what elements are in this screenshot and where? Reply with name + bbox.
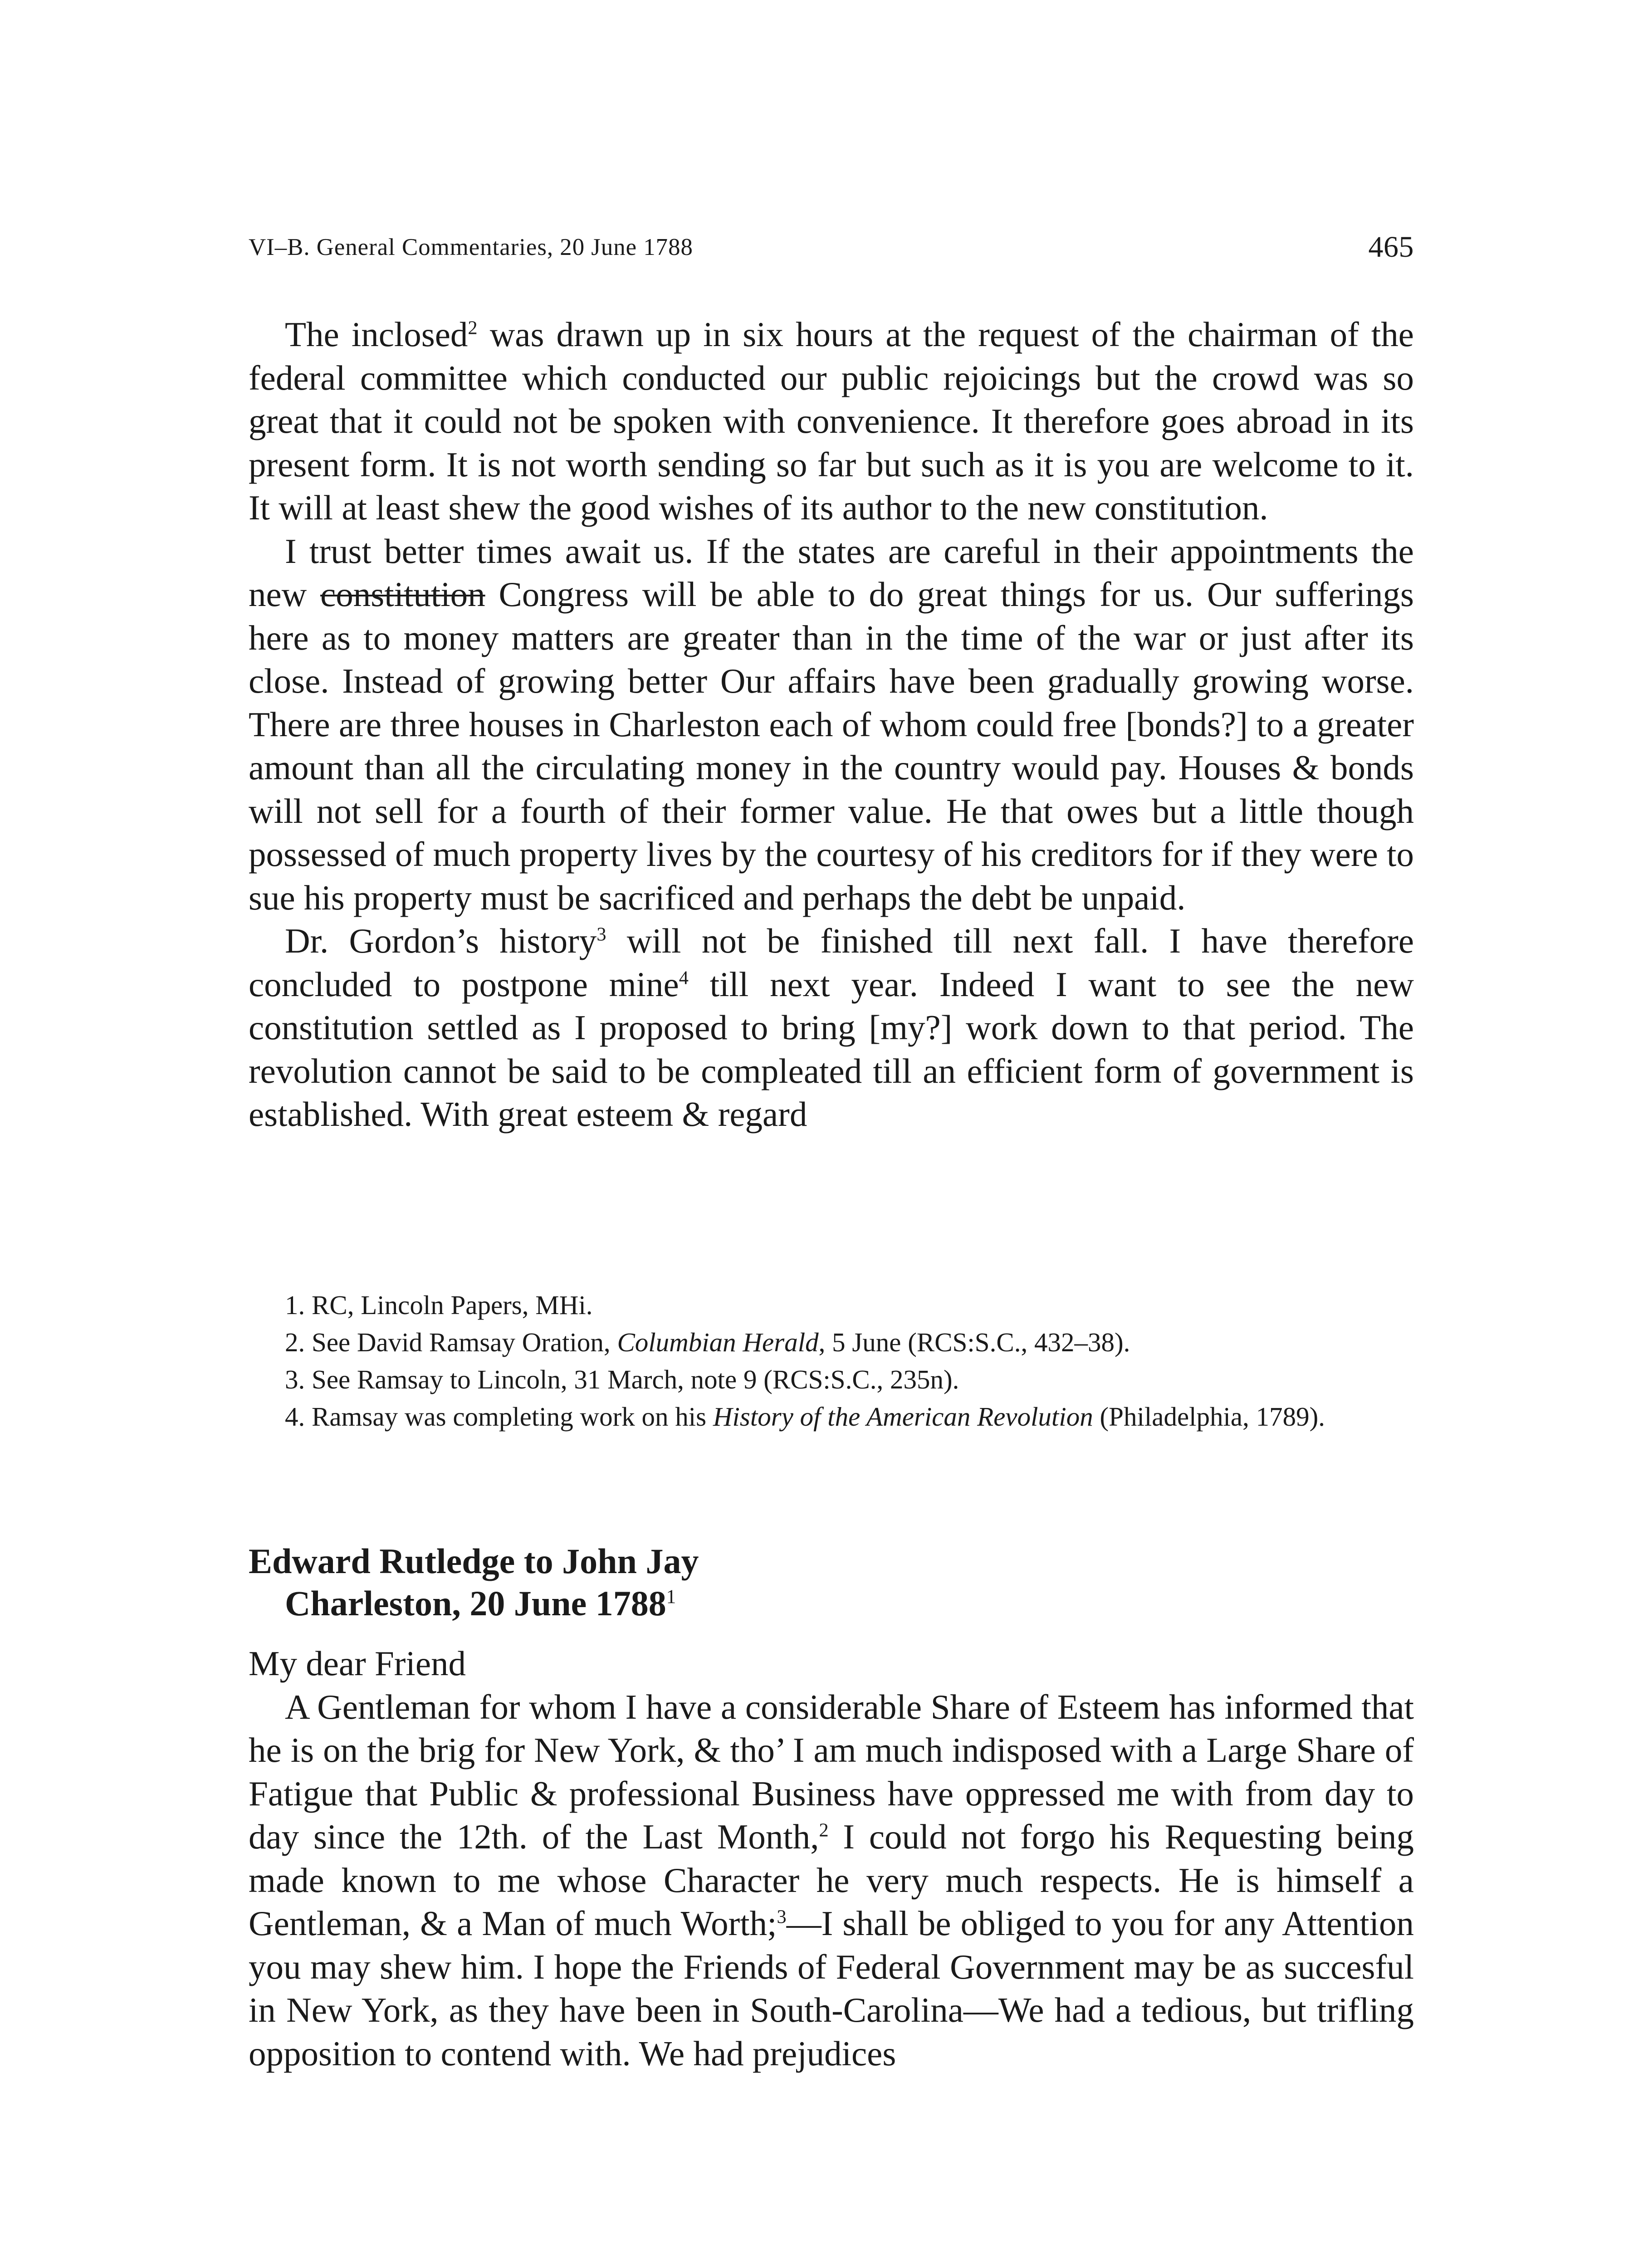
footnote-ref: 3 <box>596 924 606 945</box>
heading-title: Edward Rutledge to John Jay <box>249 1541 699 1581</box>
paragraph <box>249 919 1414 1136</box>
footnote-ref: 4 <box>679 967 689 988</box>
heading-place-date <box>249 1582 1414 1624</box>
text-run: The inclosed <box>285 315 468 354</box>
running-head-section: VI–B. General Commentaries, 20 June 1788 <box>249 234 693 260</box>
page-number: 465 <box>1368 230 1414 264</box>
footnote: 3. See Ramsay to Lincoln, 31 March, note 9 (RCS:S.C., 235n). <box>285 1364 959 1394</box>
text-run: Congress will be able to do great things for us. Our sufferings here as to money matters are greater than in the time of the war or just after its close. Instead of growing better Our affairs have been gradually growing worse. There are three houses in Charleston each of whom could free [bonds?] to a greater amount than all the circulating money in the country would pay. Houses & bonds will not sell for a fourth of their former value. He that owes but a little though possessed of much property lives by the courtesy of his creditors for if they were to sue his property must be sacrificed and perhaps the debt be unpaid. <box>249 575 1414 917</box>
italic-title: Columbian Herald <box>617 1327 819 1357</box>
paragraph <box>249 313 1414 530</box>
struck-word: constitution <box>320 575 485 614</box>
text-run: (Philadelphia, 1789). <box>1093 1402 1325 1432</box>
running-head <box>249 229 1414 265</box>
letter-heading <box>249 1540 1414 1624</box>
text-run: till next year. Indeed I want to see the new constitution settled as I proposed to bring [my?] work down to that period. The revolution cannot be said to be compleated till an efficient form of government is established. With great esteem & regard <box>249 964 1414 1134</box>
salutation: My dear Friend <box>249 1644 466 1683</box>
text-run: —I shall be obliged to you for any Attention you may shew him. I hope the Friends of Federal Government may be as succesful in New York, as they have been in South-Carolina—We had a tedious, but trifling opposition to contend with. We had prejudices <box>249 1904 1414 2073</box>
text-run: A Gentleman for whom I have a considerable Share of Esteem has informed that he is on the brig for New York, & tho’ I am much indisposed with a Large Share of Fatigue that Public & professional Business have oppressed me with from day to day since the 12th. of the Last Month, <box>249 1687 1414 1856</box>
letter-rutledge-body <box>249 1642 1414 2075</box>
text-run: Dr. Gordon’s history <box>285 921 597 960</box>
letter-ramsay-body <box>249 313 1414 1136</box>
text-run: I trust better times await us. If the states are careful in their appointments the new <box>249 531 1414 614</box>
footnote <box>249 1398 1414 1435</box>
paragraph <box>249 530 1414 920</box>
footnote <box>249 1324 1414 1361</box>
text-run: I could not forgo his Requesting being made known to me whose Character he very much respects. He is himself a Gentleman, & a Man of much Worth; <box>249 1817 1414 1943</box>
footnote-ref: 1 <box>666 1586 676 1608</box>
text-run: Charleston, 20 June 1788 <box>285 1584 666 1623</box>
paragraph <box>249 1686 1414 2076</box>
footnote-ref: 2 <box>468 317 478 339</box>
text-run: will not be finished till next fall. I have therefore concluded to postpone mine <box>249 921 1414 1004</box>
footnotes <box>249 1286 1414 1435</box>
italic-title: History of the American Revolution <box>713 1402 1093 1432</box>
footnote-ref: 2 <box>819 1819 829 1841</box>
text-run: 4. Ramsay was completing work on his <box>285 1402 713 1432</box>
text-run: was drawn up in six hours at the request of the chairman of the federal committee which conducted our public rejoicings but the crowd was so great that it could not be spoken with convenience. It therefore goes abroad in its present form. It is not worth sending so far but such as it is you are welcome to it. It will at least shew the good wishes of its author to the new constitution. <box>249 315 1414 527</box>
text-run: , 5 June (RCS:S.C., 432–38). <box>818 1327 1130 1357</box>
footnote: 1. RC, Lincoln Papers, MHi. <box>285 1290 593 1320</box>
footnote-ref: 3 <box>777 1906 787 1928</box>
text-run: 2. See David Ramsay Oration, <box>285 1327 617 1357</box>
